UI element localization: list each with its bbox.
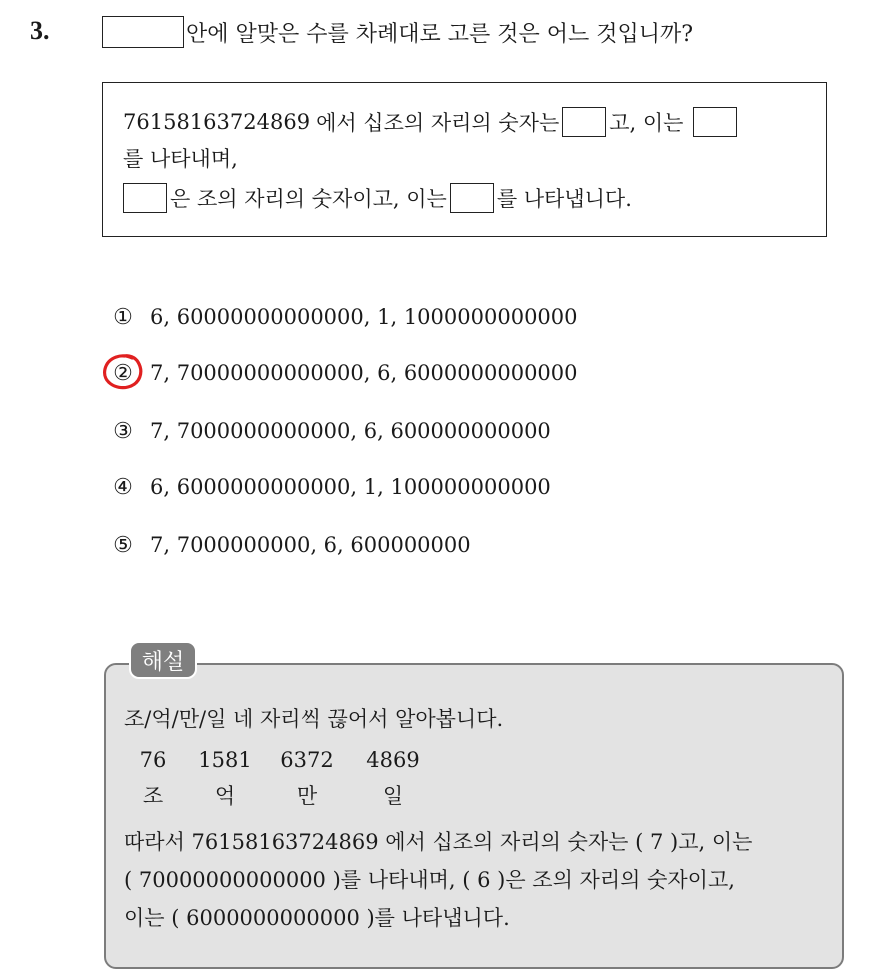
digit-groups	[118, 748, 478, 808]
box-text: 고, 이는	[609, 111, 684, 135]
group-digits: 6372	[280, 748, 334, 772]
explanation-line-1: 조/억/만/일 네 자리씩 끊어서 알아봅니다.	[124, 707, 504, 731]
answer-blank-box	[102, 16, 184, 48]
choice-3[interactable]	[110, 416, 551, 446]
question-box-line-3	[123, 181, 632, 215]
choice-mark: ②	[113, 360, 133, 386]
group-digits: 1581	[198, 748, 252, 772]
blank-1	[562, 107, 606, 137]
choice-2[interactable]	[110, 358, 578, 388]
blank-4	[450, 183, 494, 213]
choice-mark: ①	[113, 304, 133, 330]
choice-text: 7, 70000000000000, 6, 6000000000000	[150, 361, 578, 385]
group-unit: 일	[382, 784, 404, 808]
group-digits: 4869	[366, 748, 420, 772]
choice-mark: ③	[113, 418, 133, 444]
group-digits: 76	[139, 748, 167, 772]
explanation-para-2: ( 70000000000000 )를 나타내며, ( 6 )은 조의 자리의 숫자이고,	[124, 868, 735, 892]
question-prompt-line	[102, 14, 693, 50]
blank-2	[693, 107, 737, 137]
box-text: 를 나타내며,	[123, 147, 238, 171]
question-box-line-1	[123, 105, 740, 139]
box-text: 은 조의 자리의 숫자이고, 이는	[170, 187, 447, 211]
question-number: 3.	[30, 16, 50, 45]
question-box-line-2	[123, 141, 238, 175]
choice-text: 7, 7000000000000, 6, 600000000000	[150, 419, 551, 443]
box-text: 를 나타냅니다.	[496, 187, 632, 211]
number-text: 76158163724869	[123, 110, 311, 134]
explanation-tab: 해설	[129, 641, 197, 679]
blank-3	[123, 183, 167, 213]
question-box	[102, 82, 827, 237]
choice-text: 6, 60000000000000, 1, 1000000000000	[150, 305, 578, 329]
choice-1[interactable]	[110, 302, 578, 332]
group-unit: 만	[296, 784, 318, 808]
answer-circle-mark	[102, 352, 146, 392]
choice-text: 7, 7000000000, 6, 600000000	[150, 533, 471, 557]
question-prompt: 안에 알맞은 수를 차례대로 고른 것은 어느 것입니까?	[186, 21, 694, 47]
choice-5[interactable]	[110, 530, 471, 560]
choice-mark: ④	[113, 474, 133, 500]
group-unit: 조	[142, 784, 164, 808]
group-unit: 억	[214, 784, 236, 808]
choice-4[interactable]	[110, 472, 551, 502]
explanation-para-1: 따라서 76158163724869 에서 십조의 자리의 숫자는 ( 7 )고, 이는	[124, 830, 753, 854]
choice-text: 6, 6000000000000, 1, 100000000000	[150, 475, 551, 499]
box-text: 에서 십조의 자리의 숫자는	[316, 111, 560, 135]
explanation-para-3: 이는 ( 6000000000000 )를 나타냅니다.	[124, 906, 510, 930]
choice-mark: ⑤	[113, 532, 133, 558]
